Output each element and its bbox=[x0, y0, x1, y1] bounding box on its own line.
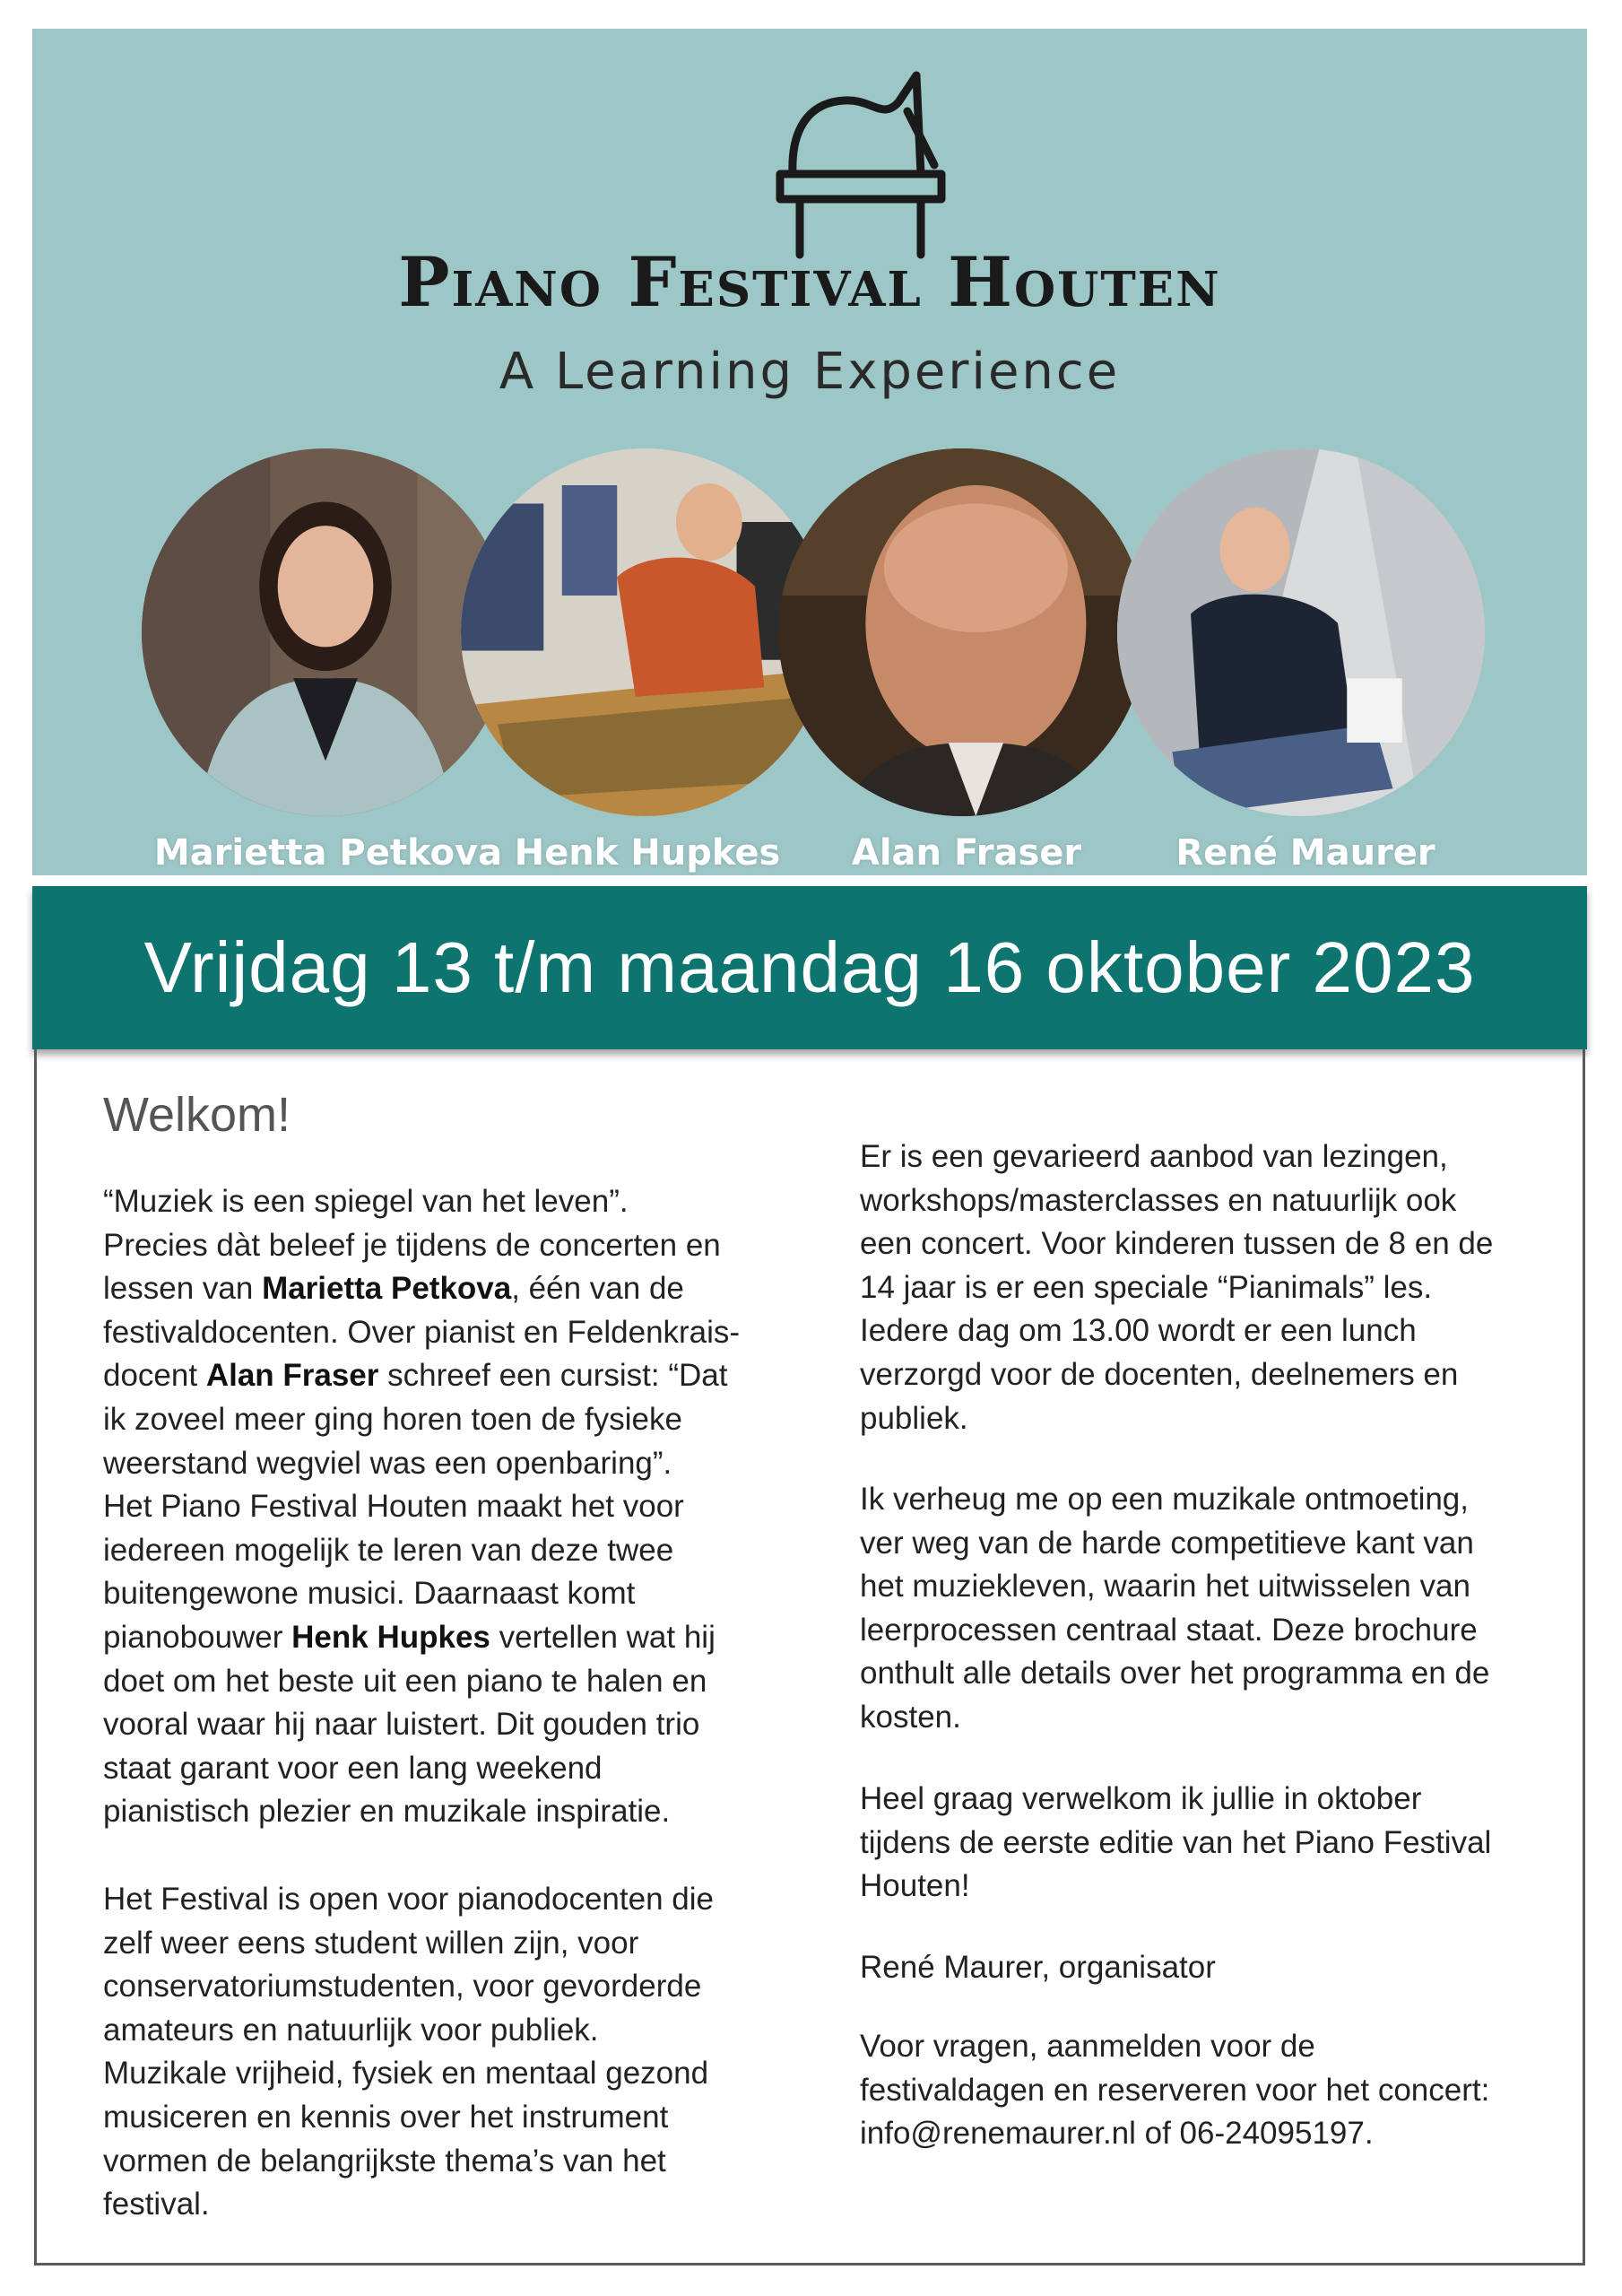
bold-alan-fraser: Alan Fraser bbox=[205, 1358, 379, 1394]
signature-line: René Maurer, organisator bbox=[860, 1950, 1216, 1985]
portrait-rene-maurer bbox=[1117, 448, 1485, 816]
left-p1-text-a: “Muziek is een spiegel van het leven”. Precies dàt beleef je tijdens de concerten en lessen van bbox=[103, 1184, 721, 1307]
festival-title: Piano Festival Houten bbox=[398, 242, 1221, 322]
content-box bbox=[34, 1049, 1585, 2266]
contact-paragraph: Voor vragen, aanmelden voor de festivaldagen en reserveren voor het concert: info@renemaurer.nl of 06-24095197. bbox=[860, 2029, 1490, 2152]
portrait-henk-hupkes bbox=[461, 448, 828, 816]
teacher-name-henk-hupkes: Henk Hupkes bbox=[514, 832, 781, 874]
left-p1-text-d: schreef een cursist: “Dat ik zoveel meer ging horen toen de fysieke weerstand wegviel was een openbaring”. Het Piano Festival Houten maakt het voor iedereen mogelijk te leren van deze twee buitengewone musici. Daarnaast komt pianobouwer bbox=[103, 1358, 728, 1655]
right-paragraph-3: Heel graag verwelkom ik jullie in oktober tijdens de eerste editie van het Piano Festival Houten! bbox=[860, 1781, 1492, 1904]
left-p1-text-e: vertellen wat hij doet om het beste uit een piano te halen en vooral waar hij naar luistert. Dit gouden trio staat garant voor een lang weekend pianistisch plezier en muzikale inspiratie. bbox=[103, 1619, 716, 1830]
portrait-alan-fraser bbox=[778, 448, 1146, 816]
teacher-name-alan-fraser: Alan Fraser bbox=[851, 832, 1082, 874]
grand-piano-icon bbox=[773, 66, 952, 264]
date-banner: Vrijdag 13 t/m maandag 16 oktober 2023 bbox=[32, 886, 1587, 1049]
right-paragraph-1: Er is een gevarieerd aanbod van lezingen, workshops/masterclasses en natuurlijk ook een concert. Voor kinderen tussen de 8 en de 14 jaar is er een speciale “Pianimals” les. Iedere dag om 13.00 wordt er een lunch verzorgd voor de docenten, deelnemers en publiek. bbox=[860, 1139, 1494, 1436]
welcome-heading: Welkom! bbox=[103, 1088, 291, 1142]
bold-henk-hupkes: Henk Hupkes bbox=[291, 1619, 490, 1655]
left-paragraph-2: Het Festival is open voor pianodocenten die zelf weer eens student willen zijn, voor conservatoriumstudenten, voor gevorderde amateurs en natuurlijk voor publiek. Muzikale vrijheid, fysiek en mentaal gezond musiceren en kennis over het instrument vormen de belangrijkste thema’s van het festival. bbox=[103, 1882, 714, 2222]
right-paragraph-2: Ik verheug me op een muzikale ontmoeting, ver weg van de harde competitieve kant van het muziekleven, waarin het uitwisselen van leerprocessen centraal staat. Deze brochure onthult alle details over het programma en de kosten. bbox=[860, 1482, 1490, 1735]
portrait-marietta-petkova bbox=[142, 448, 509, 816]
header-banner bbox=[32, 29, 1587, 875]
teacher-name-marietta-petkova: Marietta Petkova bbox=[153, 832, 503, 874]
festival-subtitle: A Learning Experience bbox=[499, 343, 1121, 401]
bold-marietta-petkova: Marietta Petkova bbox=[262, 1271, 512, 1307]
left-paragraph-1 bbox=[103, 1180, 740, 1834]
left-p1-text-c: , één van de festivaldocenten. Over pianist en Feldenkrais- docent bbox=[103, 1271, 741, 1394]
teacher-name-rene-maurer: René Maurer bbox=[1175, 832, 1436, 874]
